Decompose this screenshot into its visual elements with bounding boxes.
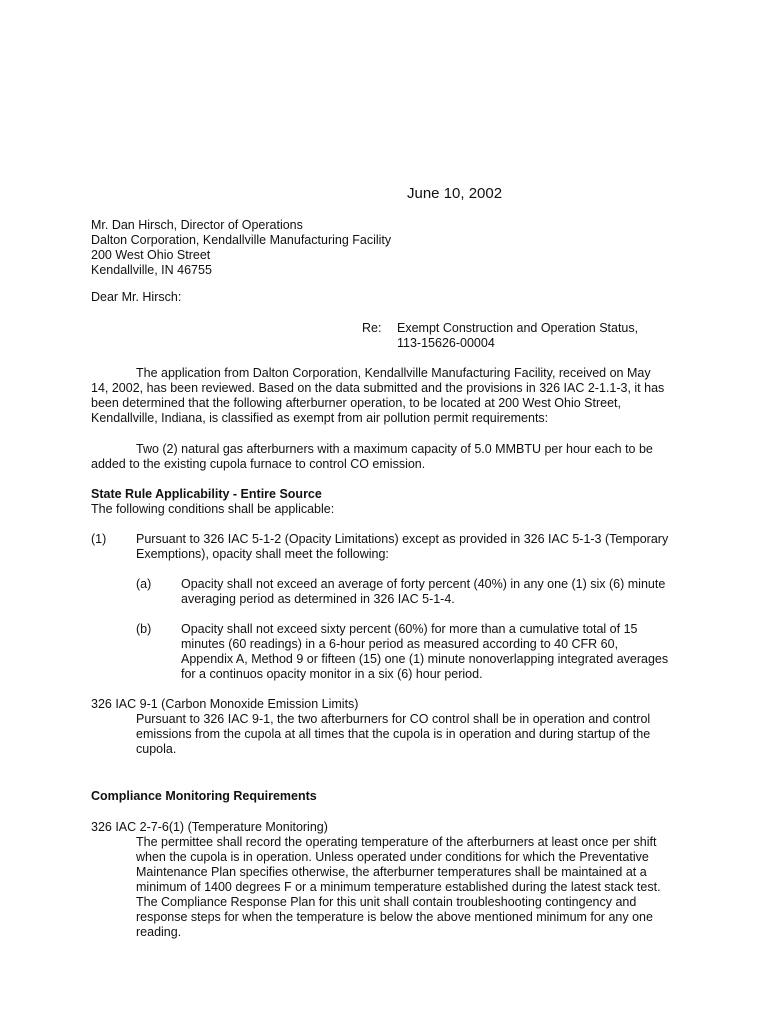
paragraph-application: [91, 366, 664, 426]
salutation: Dear Mr. Hirsch:: [91, 290, 182, 304]
body-line: cupola.: [136, 742, 177, 756]
section-intro: The following conditions shall be applicable:: [91, 502, 335, 516]
paragraph-line: been determined that the following afterburner operation, to be located at 200 West Ohio Street,: [91, 396, 621, 410]
subitem-line: Appendix A, Method 9 or fifteen (15) one (1) minute nonoverlapping integrated averages: [181, 652, 669, 666]
paragraph-line: added to the existing cupola furnace to control CO emission.: [91, 457, 426, 471]
re-label: Re:: [362, 321, 382, 335]
paragraph-line: 14, 2002, has been reviewed. Based on the data submitted and the provisions in 326 IAC 2-1.1-3, it has: [91, 381, 665, 395]
body-line: minimum of 1400 degrees F or a minimum temperature established during the latest stack test.: [136, 880, 661, 894]
address-line: Dalton Corporation, Kendallville Manufacturing Facility: [91, 233, 392, 247]
subitem-a: [181, 577, 665, 607]
compliance-heading: Compliance Monitoring Requirements: [91, 789, 317, 803]
address-line: 200 West Ohio Street: [91, 248, 211, 262]
paragraph-line: Kendallville, Indiana, is classified as exempt from air pollution permit requirements:: [91, 411, 549, 425]
address-line: Mr. Dan Hirsch, Director of Operations: [91, 218, 303, 232]
subitem-letter: (a): [136, 577, 152, 591]
item-line: Pursuant to 326 IAC 5-1-2 (Opacity Limitations) except as provided in 326 IAC 5-1-3 (Temporary: [136, 532, 669, 546]
subitem-line: Opacity shall not exceed an average of forty percent (40%) in any one (1) six (6) minute: [181, 577, 666, 591]
state-rule-section: [91, 487, 334, 517]
body-line: Pursuant to 326 IAC 9-1, the two afterburners for CO control shall be in operation and control: [136, 712, 651, 726]
body-line: The Compliance Response Plan for this unit shall contain troubleshooting contingency and: [136, 895, 637, 909]
co-rule-heading: 326 IAC 9-1 (Carbon Monoxide Emission Limits): [91, 697, 359, 711]
compliance-body: [136, 835, 661, 940]
co-rule-body: [136, 712, 650, 757]
body-line: Maintenance Plan specifies otherwise, the afterburner temperatures shall be maintained at a: [136, 865, 647, 879]
re-subject: [397, 321, 638, 351]
paragraph-line: The application from Dalton Corporation, Kendallville Manufacturing Facility, received on May: [136, 366, 651, 380]
item-number: (1): [91, 532, 107, 546]
body-line: emissions from the cupola at all times that the cupola is in operation and during startup of the: [136, 727, 651, 741]
paragraph-afterburners: [91, 442, 653, 472]
paragraph-line: Two (2) natural gas afterburners with a maximum capacity of 5.0 MMBTU per hour each to be: [136, 442, 653, 456]
body-line: reading.: [136, 925, 182, 939]
item-opacity: [136, 532, 668, 562]
body-line: The permittee shall record the operating temperature of the afterburners at least once per shift: [136, 835, 657, 849]
subitem-line: minutes (60 readings) in a 6-hour period as measured according to 40 CFR 60,: [181, 637, 619, 651]
body-line: when the cupola is in operation. Unless operated under conditions for which the Preventative: [136, 850, 649, 864]
item-line: Exemptions), opacity shall meet the following:: [136, 547, 389, 561]
subitem-b: [181, 622, 668, 682]
recipient-address: [91, 218, 391, 278]
subitem-line: for a continuos opacity monitor in a six (6) hour period.: [181, 667, 483, 681]
subitem-line: Opacity shall not exceed sixty percent (60%) for more than a cumulative total of 15: [181, 622, 638, 636]
body-line: response steps for when the temperature is below the above mentioned minimum for any one: [136, 910, 653, 924]
letter-date: June 10, 2002: [407, 185, 503, 202]
section-heading: State Rule Applicability - Entire Source: [91, 487, 322, 501]
compliance-subheading: 326 IAC 2-7-6(1) (Temperature Monitoring): [91, 820, 328, 834]
address-line: Kendallville, IN 46755: [91, 263, 212, 277]
re-subject-line: Exempt Construction and Operation Status,: [397, 321, 639, 335]
re-subject-line: 113-15626-00004: [397, 336, 495, 350]
subitem-line: averaging period as determined in 326 IAC 5-1-4.: [181, 592, 455, 606]
subitem-letter: (b): [136, 622, 152, 636]
